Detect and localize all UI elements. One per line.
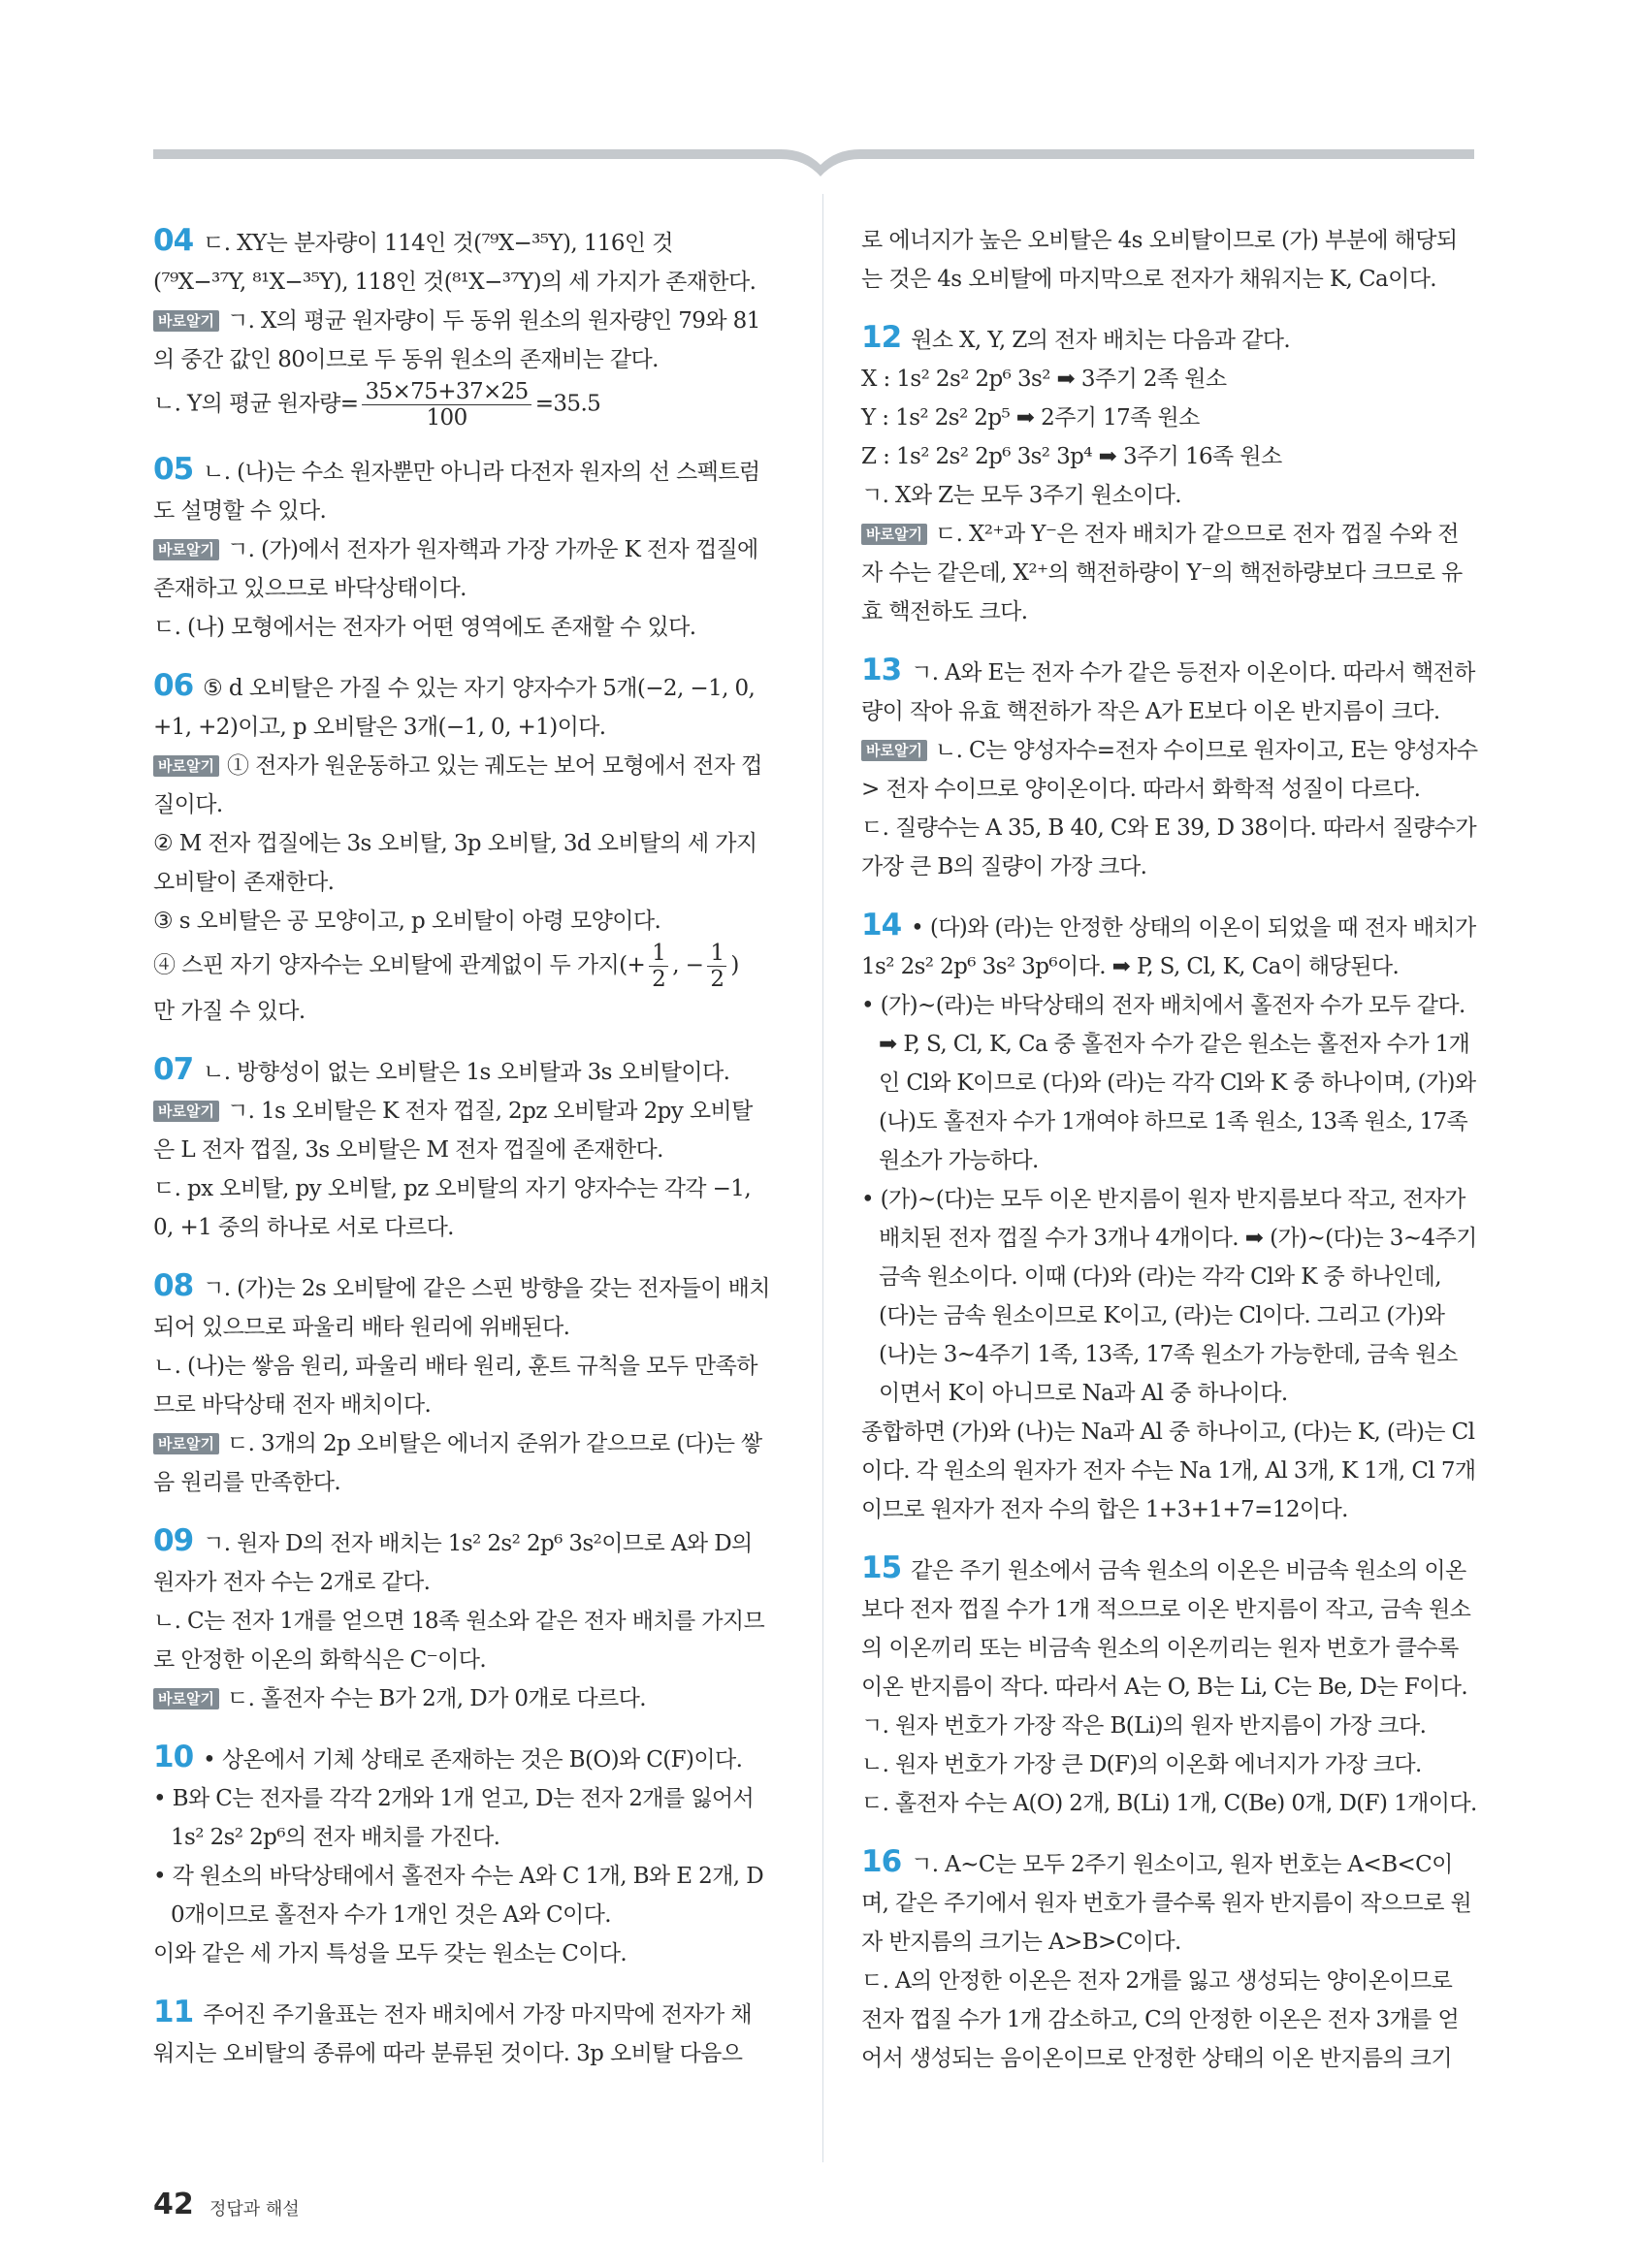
- question-number: 08: [153, 1268, 194, 1303]
- question-number: 09: [153, 1523, 194, 1558]
- answer-text: ㄱ. A~C는 모두 2주기 원소이고, 원자 번호는 A<B<C이며, 같은 주기에서 원자 번호가 클수록 원자 반지름이 작으므로 원자 반지름의 크기는 A>B>C이다.: [861, 1852, 1472, 1955]
- answer-text: • 각 원소의 바닥상태에서 홀전자 수는 A와 C 1개, B와 E 2개, D 0개이므로 홀전자 수가 1개인 것은 A와 C이다.: [153, 1864, 764, 1928]
- answer-16: [861, 1842, 1478, 2078]
- correction-text: ㄱ. X의 평균 원자량이 두 동위 원소의 원자량인 79와 81의 중간 값인 80이므로 두 동위 원소의 존재비는 같다.: [153, 308, 760, 372]
- answer-text: ㄴ. 원자 번호가 가장 큰 D(F)의 이온화 에너지가 가장 크다.: [861, 1752, 1422, 1777]
- question-number: 07: [153, 1052, 194, 1087]
- question-number: 12: [861, 320, 902, 355]
- answer-text: ㄷ. 홀전자 수는 A(O) 2개, B(Li) 1개, C(Be) 0개, D(F) 1개이다.: [861, 1791, 1477, 1816]
- correction-text: ㄷ. 3개의 2p 오비탈은 에너지 준위가 같으므로 (다)는 쌓음 원리를 만족한다.: [153, 1431, 762, 1495]
- answer-12: [861, 318, 1478, 631]
- page-number: 42: [153, 2188, 194, 2221]
- answer-text: ㄱ. 원자 번호가 가장 작은 B(Li)의 원자 반지름이 가장 크다.: [861, 1713, 1427, 1739]
- correction-text: ㄷ. (나) 모형에서는 전자가 어떤 영역에도 존재할 수 있다.: [153, 615, 696, 640]
- correction-text: ㄷ. X²⁺과 Y⁻은 전자 배치가 같으므로 전자 껍질 수와 전자 수는 같은데, X²⁺의 핵전하량이 Y⁻의 핵전하량보다 크므로 유효 핵전하도 크다.: [861, 522, 1463, 624]
- fraction: $\frac{1}{2}$: [707, 941, 726, 992]
- average-mass-formula: ㄴ. Y의 평균 원자량= $\frac{35\times 75+37\times 25}{100}$ =35.5: [153, 379, 601, 431]
- answer-09: [153, 1521, 770, 1718]
- answer-text: ㄱ. 원자 D의 전자 배치는 1s² 2s² 2p⁶ 3s²이므로 A와 D의 원자가 전자 수는 2개로 같다.: [153, 1531, 753, 1595]
- answer-text: ㄴ. 방향성이 없는 오비탈은 1s 오비탈과 3s 오비탈이다.: [203, 1060, 730, 1085]
- question-number: 14: [861, 908, 902, 942]
- question-number: 06: [153, 668, 194, 703]
- question-number: 15: [861, 1550, 902, 1585]
- barolgi-tag: 바로알기: [153, 539, 219, 560]
- question-number: 10: [153, 1740, 194, 1774]
- answer-11-continued: [861, 221, 1478, 299]
- answer-text: 원소 X, Y, Z의 전자 배치는 다음과 같다.: [911, 328, 1291, 353]
- answer-11: [153, 1993, 770, 2073]
- correction-text: ② M 전자 껍질에는 3s 오비탈, 3p 오비탈, 3d 오비탈의 세 가지 오비탈이 존재한다.: [153, 831, 757, 895]
- spin-quantum-text: ④ 스핀 자기 양자수는 오비탈에 관계없이 두 가지(+ $\frac{1}{2}$ , − $\frac{1}{2}$ ): [153, 941, 739, 992]
- header-bar: [0, 144, 1642, 182]
- answer-text: • B와 C는 전자를 각각 2개와 1개 얻고, D는 전자 2개를 잃어서 1s² 2s² 2p⁶의 전자 배치를 가진다.: [153, 1786, 755, 1850]
- answer-text: ㄱ. (가)는 2s 오비탈에 같은 스핀 방향을 갖는 전자들이 배치되어 있으므로 파울리 배타 원리에 위배된다.: [153, 1276, 770, 1340]
- electron-config-y: Y : 1s² 2s² 2p⁵ ➡ 2주기 17족 원소: [861, 405, 1200, 431]
- answer-text: • (가)~(다)는 모두 이온 반지름이 원자 반지름보다 작고, 전자가 배치된 전자 껍질 수가 3개나 4개이다. ➡ (가)~(다)는 3~4주기 금속 원소이다. 이때 (다)와 (라)는 각각 Cl와 K 중 하나인데, (다)는 금속 원소이므로 K이고, (라)는 Cl이다. 그리고 (가)와 (나)는 3~4주기 1족, 13족, 17족 원소가 가능한데, 금속 원소이면서 K이 아니므로 Na과 Al 중 하나이다.: [861, 1187, 1477, 1406]
- answer-13: [861, 651, 1478, 886]
- answer-15: [861, 1549, 1478, 1823]
- answer-07: [153, 1050, 770, 1247]
- barolgi-tag: 바로알기: [153, 1101, 219, 1122]
- answer-text: ㄴ. (나)는 쌓음 원리, 파울리 배타 원리, 훈트 규칙을 모두 만족하므로 바닥상태 전자 배치이다.: [153, 1354, 757, 1418]
- answer-text: 종합하면 (가)와 (나)는 Na과 Al 중 하나이고, (다)는 K, (라)는 Cl이다. 각 원소의 원자가 전자 수는 Na 1개, Al 3개, K 1개, Cl 7개이므로 원자가 전자 수의 합은 1+3+1+7=12이다.: [861, 1420, 1476, 1522]
- correction-text: 만 가질 수 있다.: [153, 999, 306, 1024]
- correction-text: ㄷ. 홀전자 수는 B가 2개, D가 0개로 다르다.: [226, 1686, 646, 1711]
- answer-text: ㄷ. A의 안정한 이온은 전자 2개를 잃고 생성되는 양이온이므로 전자 껍질 수가 1개 감소하고, C의 안정한 이온은 전자 3개를 얻어서 생성되는 음이온이므로 안정한 상태의 이온 반지름의 크기: [861, 1968, 1460, 2071]
- correction-text: ㄷ. px 오비탈, py 오비탈, pz 오비탈의 자기 양자수는 각각 −1, 0, +1 중의 하나로 서로 다르다.: [153, 1176, 752, 1240]
- answer-text: ㄴ. (나)는 수소 원자뿐만 아니라 다전자 원자의 선 스펙트럼도 설명할 수 있다.: [153, 460, 760, 524]
- correction-text: ㄱ. (가)에서 전자가 원자핵과 가장 가까운 K 전자 껍질에 존재하고 있으므로 바닥상태이다.: [153, 537, 758, 601]
- electron-config-x: X : 1s² 2s² 2p⁶ 3s² ➡ 3주기 2족 원소: [861, 367, 1227, 392]
- correction-text: ㄱ. 1s 오비탈은 K 전자 껍질, 2pz 오비탈과 2py 오비탈은 L 전자 껍질, 3s 오비탈은 M 전자 껍질에 존재한다.: [153, 1099, 753, 1163]
- barolgi-tag: 바로알기: [153, 310, 219, 332]
- answer-text: ㄱ. A와 E는 전자 수가 같은 등전자 이온이다. 따라서 핵전하량이 작아 유효 핵전하가 작은 A가 E보다 이온 반지름이 크다.: [861, 660, 1475, 724]
- answer-08: [153, 1266, 770, 1502]
- correction-text: ③ s 오비탈은 공 모양이고, p 오비탈이 아령 모양이다.: [153, 909, 661, 934]
- answer-text: ㄱ. X와 Z는 모두 3주기 원소이다.: [861, 483, 1181, 508]
- barolgi-tag: 바로알기: [153, 1688, 219, 1709]
- answer-text: ㄷ. XY는 분자량이 114인 것(⁷⁹X−³⁵Y), 116인 것 (⁷⁹X−³⁷Y, ⁸¹X−³⁵Y), 118인 것(⁸¹X−³⁷Y)의 세 가지가 존재한다.: [153, 231, 757, 295]
- question-number: 04: [153, 223, 194, 258]
- answer-05: [153, 450, 770, 647]
- answer-text: 같은 주기 원소에서 금속 원소의 이온은 비금속 원소의 이온보다 전자 껍질 수가 1개 적으므로 이온 반지름이 작고, 금속 원소의 이온끼리 또는 비금속 원소의 이온끼리는 원자 번호가 클수록 이온 반지름이 작다. 따라서 A는 O, B는 Li, C는 Be, D는 F이다.: [861, 1558, 1471, 1700]
- fraction: $\frac{35\times 75+37\times 25}{100}$: [362, 379, 531, 431]
- column-divider: [822, 194, 823, 2162]
- answer-text: 주어진 주기율표는 전자 배치에서 가장 마지막에 전자가 채워지는 오비탈의 종류에 따라 분류된 것이다. 3p 오비탈 다음으: [153, 2002, 752, 2066]
- barolgi-tag: 바로알기: [153, 755, 219, 777]
- answer-04: [153, 221, 770, 431]
- barolgi-tag: 바로알기: [861, 740, 927, 761]
- correction-text: ㄴ. C는 양성자수=전자 수이므로 원자이고, E는 양성자수> 전자 수이므로 양이온이다. 따라서 화학적 성질이 다르다.: [861, 738, 1478, 802]
- answer-text: ㄴ. C는 전자 1개를 얻으면 18족 원소와 같은 전자 배치를 가지므로 안정한 이온의 화학식은 C⁻이다.: [153, 1609, 765, 1673]
- right-column: [861, 221, 1478, 2097]
- electron-config-z: Z : 1s² 2s² 2p⁶ 3s² 3p⁴ ➡ 3주기 16족 원소: [861, 444, 1282, 469]
- footer-label: 정답과 해설: [209, 2199, 300, 2220]
- answer-text: • 상온에서 기체 상태로 존재하는 것은 B(O)와 C(F)이다.: [203, 1747, 743, 1773]
- barolgi-tag: 바로알기: [861, 524, 927, 545]
- question-number: 11: [153, 1995, 194, 2029]
- answer-06: [153, 666, 770, 1031]
- answer-14: [861, 906, 1478, 1529]
- fraction: $\frac{1}{2}$: [649, 941, 668, 992]
- answer-text: 이와 같은 세 가지 특성을 모두 갖는 원소는 C이다.: [153, 1941, 628, 1966]
- answer-text: 로 에너지가 높은 오비탈은 4s 오비탈이므로 (가) 부분에 해당되는 것은 4s 오비탈에 마지막으로 전자가 채워지는 K, Ca이다.: [861, 228, 1458, 292]
- question-number: 13: [861, 653, 902, 687]
- correction-text: ㄷ. 질량수는 A 35, B 40, C와 E 39, D 38이다. 따라서 질량수가 가장 큰 B의 질량이 가장 크다.: [861, 815, 1476, 879]
- answer-text: ⑤ d 오비탈은 가질 수 있는 자기 양자수가 5개(−2, −1, 0, +1, +2)이고, p 오비탈은 3개(−1, 0, +1)이다.: [153, 676, 756, 740]
- correction-text: ① 전자가 원운동하고 있는 궤도는 보어 모형에서 전자 껍질이다.: [153, 753, 762, 817]
- answer-10: [153, 1738, 770, 1973]
- barolgi-tag: 바로알기: [153, 1433, 219, 1454]
- answer-text: • (가)~(라)는 바닥상태의 전자 배치에서 홀전자 수가 모두 같다. ➡ P, S, Cl, K, Ca 중 홀전자 수가 같은 원소는 홀전자 수가 1개인 Cl와 K이므로 (다)와 (라)는 각각 Cl와 K 중 하나이며, (가)와 (나)도 홀전자 수가 1개여야 하므로 1족 원소, 13족 원소, 17족 원소가 가능하다.: [861, 993, 1476, 1173]
- question-number: 05: [153, 452, 194, 487]
- question-number: 16: [861, 1844, 902, 1879]
- answer-text: • (다)와 (라)는 안정한 상태의 이온이 되었을 때 전자 배치가 1s² 2s² 2p⁶ 3s² 3p⁶이다. ➡ P, S, Cl, K, Ca이 해당된다.: [861, 915, 1476, 979]
- left-column: [153, 221, 770, 2092]
